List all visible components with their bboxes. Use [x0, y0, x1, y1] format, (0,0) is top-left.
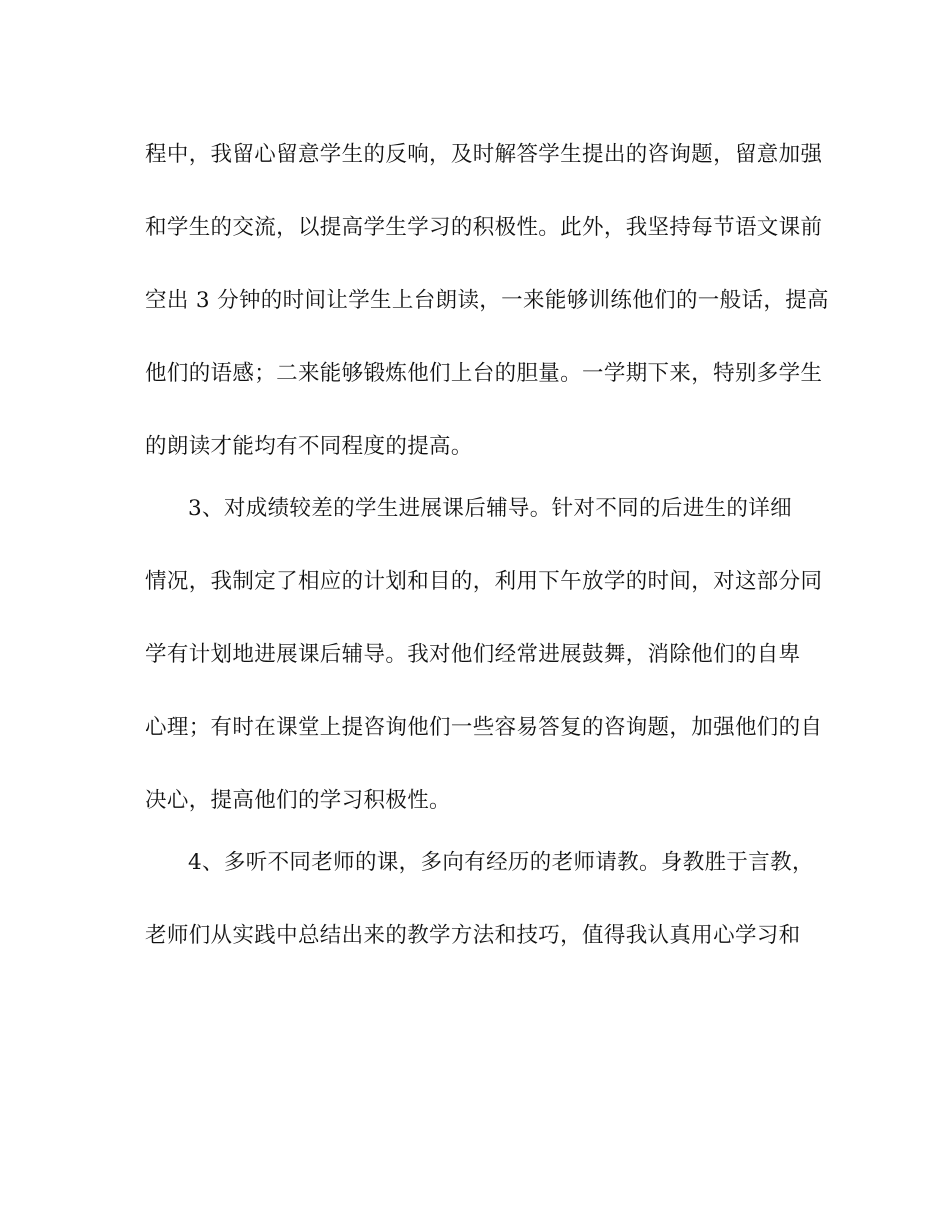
text-line-4: 他们的语感；二来能够锻炼他们上台的胆量。一学期下来，特别多学生: [145, 361, 823, 386]
text-line-12: 老师们从实践中总结出来的教学方法和技巧，值得我认真用心学习和: [145, 923, 801, 948]
text-line-3: 空出 3 分钟的时间让学生上台朗读，一来能够训练他们的一般话，提高: [145, 288, 829, 313]
text-line-2: 和学生的交流，以提高学生学习的积极性。此外，我坚持每节语文课前: [145, 215, 823, 240]
paragraph-4-start: 4、多听不同老师的课，多向有经历的老师请教。身教胜于言教，: [188, 850, 814, 875]
text-line-1: 程中，我留心留意学生的反响，及时解答学生提出的咨询题，留意加强: [145, 142, 823, 167]
text-line-9: 心理；有时在课堂上提咨询他们一些容易答复的咨询题，加强他们的自: [145, 715, 823, 740]
text-line-5: 的朗读才能均有不同程度的提高。: [145, 434, 473, 459]
text-line-7: 情况，我制定了相应的计划和目的，利用下午放学的时间，对这部分同: [145, 569, 823, 594]
text-line-8: 学有计划地进展课后辅导。我对他们经常进展鼓舞，消除他们的自卑: [145, 642, 801, 667]
paragraph-3-start: 3、对成绩较差的学生进展课后辅导。针对不同的后进生的详细: [188, 496, 792, 521]
text-line-10: 决心，提高他们的学习积极性。: [145, 788, 451, 813]
